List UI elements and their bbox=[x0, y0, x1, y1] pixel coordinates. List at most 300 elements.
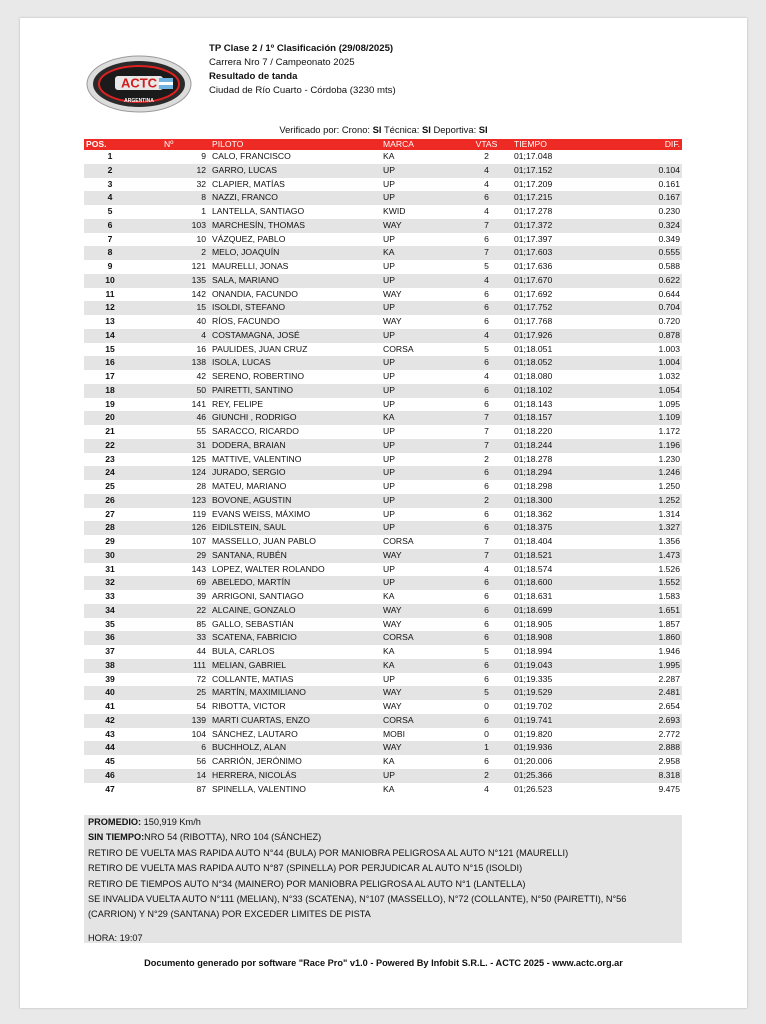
cell-tiempo: 01;19.043 bbox=[514, 659, 553, 670]
cell-num: 4 bbox=[201, 329, 206, 340]
cell-marca: UP bbox=[383, 371, 395, 381]
sin-tiempo-label: SIN TIEMPO: bbox=[88, 832, 145, 843]
cell-vtas: 7 bbox=[484, 426, 489, 436]
cell-dif: 1.252 bbox=[658, 494, 680, 505]
cell-piloto: CALO, FRANCISCO bbox=[212, 151, 291, 161]
cell-pos: 15 bbox=[105, 343, 115, 354]
cell-dif: 2.958 bbox=[658, 756, 680, 766]
cell-piloto: GALLO, SEBASTIÁN bbox=[212, 618, 294, 629]
cell-piloto: RIBOTTA, VICTOR bbox=[212, 701, 286, 711]
cell-dif: 1.552 bbox=[658, 577, 680, 588]
cell-piloto: MAURELLI, JONAS bbox=[212, 261, 289, 271]
cell-dif: 1.995 bbox=[658, 659, 680, 670]
cell-marca: UP bbox=[383, 522, 395, 533]
cell-pos: 27 bbox=[105, 508, 115, 519]
cell-pos: 1 bbox=[107, 151, 113, 161]
cell-vtas: 7 bbox=[484, 439, 489, 450]
table-row bbox=[84, 604, 682, 618]
cell-marca: KA bbox=[383, 659, 395, 670]
cell-num: 126 bbox=[191, 522, 206, 533]
table-row bbox=[84, 714, 682, 728]
cell-dif: 0.720 bbox=[658, 316, 680, 326]
cell-num: 9 bbox=[201, 151, 206, 161]
table-row bbox=[84, 356, 682, 370]
cell-vtas: 6 bbox=[484, 577, 489, 588]
cell-marca: UP bbox=[383, 178, 395, 189]
cell-vtas: 4 bbox=[484, 329, 489, 340]
cell-num: 29 bbox=[196, 549, 206, 560]
cell-dif: 1.946 bbox=[658, 646, 680, 656]
table-row bbox=[84, 494, 682, 508]
cell-piloto: SALA, MARIANO bbox=[212, 274, 279, 285]
cell-piloto: MARCHESÍN, THOMAS bbox=[212, 219, 305, 230]
cell-dif: 1.172 bbox=[658, 426, 680, 436]
cell-tiempo: 01;18.362 bbox=[514, 508, 553, 519]
cell-pos: 44 bbox=[105, 742, 115, 753]
cell-dif: 1.314 bbox=[658, 508, 680, 519]
cell-vtas: 6 bbox=[484, 467, 489, 478]
cell-vtas: 5 bbox=[484, 261, 489, 271]
col-dif-header: DIF. bbox=[664, 139, 680, 149]
logo-caption: ARGENTINA bbox=[124, 98, 154, 104]
cell-pos: 9 bbox=[107, 261, 113, 271]
cell-dif: 1.356 bbox=[658, 536, 680, 546]
cell-vtas: 6 bbox=[484, 357, 489, 368]
cell-marca: CORSA bbox=[383, 343, 414, 354]
cell-tiempo: 01;26.523 bbox=[514, 783, 553, 794]
cell-vtas: 4 bbox=[484, 783, 489, 794]
cell-marca: KWID bbox=[383, 206, 406, 216]
cell-marca: UP bbox=[383, 563, 395, 574]
cell-piloto: JURADO, SERGIO bbox=[212, 467, 286, 478]
table-row bbox=[84, 315, 682, 329]
cell-tiempo: 01;18.404 bbox=[514, 536, 553, 546]
cell-piloto: MASSELLO, JUAN PABLO bbox=[212, 536, 316, 546]
cell-piloto: ISOLDI, STEFANO bbox=[212, 302, 286, 313]
svg-text:ACTC: ACTC bbox=[120, 75, 158, 91]
cell-marca: CORSA bbox=[383, 714, 414, 725]
cell-vtas: 2 bbox=[484, 151, 489, 161]
cell-pos: 26 bbox=[105, 494, 115, 505]
cell-piloto: CARRIÓN, JERÓNIMO bbox=[212, 756, 302, 766]
cell-pos: 41 bbox=[105, 701, 115, 711]
verif-prefix: Verificado por: Crono: bbox=[279, 124, 371, 135]
cell-num: 32 bbox=[196, 178, 206, 189]
cell-piloto: ARRIGONI, SANTIAGO bbox=[212, 591, 304, 601]
cell-tiempo: 01;18.521 bbox=[514, 549, 553, 560]
cell-tiempo: 01;18.052 bbox=[514, 357, 553, 368]
cell-num: 8 bbox=[201, 192, 206, 203]
sin-tiempo-value: NRO 54 (RIBOTTA), NRO 104 (SÁNCHEZ) bbox=[144, 832, 322, 843]
cell-marca: WAY bbox=[383, 742, 402, 753]
table-row bbox=[84, 686, 682, 700]
cell-dif: 0.324 bbox=[658, 219, 680, 230]
table-row bbox=[84, 233, 682, 247]
cell-pos: 18 bbox=[105, 384, 115, 395]
results-table bbox=[84, 139, 682, 796]
cell-tiempo: 01;17.636 bbox=[514, 261, 553, 271]
cell-dif: 0.349 bbox=[658, 233, 680, 244]
cell-tiempo: 01;18.244 bbox=[514, 439, 553, 450]
cell-pos: 6 bbox=[107, 219, 113, 230]
cell-pos: 12 bbox=[105, 302, 115, 313]
cell-tiempo: 01;17.397 bbox=[514, 233, 553, 244]
cell-vtas: 6 bbox=[484, 481, 489, 491]
cell-vtas: 6 bbox=[484, 384, 489, 395]
cell-tiempo: 01;17.215 bbox=[514, 192, 553, 203]
cell-num: 123 bbox=[191, 494, 206, 505]
cell-vtas: 7 bbox=[484, 549, 489, 560]
cell-marca: WAY bbox=[383, 687, 402, 698]
table-row bbox=[84, 741, 682, 755]
cell-pos: 36 bbox=[105, 632, 115, 643]
promedio-value: 150,919 Km/h bbox=[141, 817, 201, 827]
cell-tiempo: 01;18.278 bbox=[514, 453, 553, 464]
cell-pos: 37 bbox=[105, 646, 115, 656]
table-header bbox=[84, 139, 682, 150]
cell-dif: 1.250 bbox=[658, 481, 680, 491]
cell-piloto: MATTIVE, VALENTINO bbox=[212, 453, 302, 464]
cell-marca: UP bbox=[383, 233, 395, 244]
table-row bbox=[84, 590, 682, 604]
cell-pos: 10 bbox=[105, 274, 115, 285]
cell-dif: 1.526 bbox=[658, 563, 680, 574]
document-header bbox=[209, 42, 396, 98]
cell-piloto: GIUNCHI , RODRIGO bbox=[212, 412, 297, 423]
cell-tiempo: 01;18.905 bbox=[514, 618, 553, 629]
cell-dif: 8.318 bbox=[658, 769, 680, 780]
cell-tiempo: 01;18.157 bbox=[514, 412, 553, 423]
table-body bbox=[84, 150, 682, 796]
cell-tiempo: 01;18.294 bbox=[514, 467, 553, 478]
cell-vtas: 6 bbox=[484, 508, 489, 519]
cell-vtas: 6 bbox=[484, 591, 489, 601]
table-row bbox=[84, 343, 682, 357]
cell-marca: UP bbox=[383, 357, 395, 368]
cell-tiempo: 01;19.936 bbox=[514, 742, 553, 753]
cell-dif bbox=[602, 150, 680, 164]
cell-marca: WAY bbox=[383, 316, 402, 326]
cell-marca: UP bbox=[383, 302, 395, 313]
cell-tiempo: 01;17.768 bbox=[514, 316, 553, 326]
cell-pos: 21 bbox=[105, 426, 115, 436]
cell-vtas: 6 bbox=[484, 398, 489, 409]
note-line: RETIRO DE TIEMPOS AUTO N°34 (MAINERO) POR MANIOBRA PELIGROSA AL AUTO N°1 (LANTELLA) bbox=[88, 878, 526, 889]
cell-vtas: 4 bbox=[484, 206, 489, 216]
cell-marca: UP bbox=[383, 384, 395, 395]
cell-vtas: 7 bbox=[484, 536, 489, 546]
cell-piloto: BULA, CARLOS bbox=[212, 646, 275, 656]
cell-marca: UP bbox=[383, 439, 395, 450]
cell-num: 1 bbox=[201, 206, 206, 216]
table-row bbox=[84, 453, 682, 467]
table-row bbox=[84, 439, 682, 453]
cell-piloto: DODERA, BRAIAN bbox=[212, 439, 286, 450]
header-title: TP Clase 2 / 1º Clasificación (29/08/2025) bbox=[209, 43, 394, 54]
cell-tiempo: 01;17.692 bbox=[514, 288, 553, 299]
cell-pos: 40 bbox=[105, 687, 115, 698]
cell-dif: 1.651 bbox=[658, 604, 680, 615]
cell-piloto: EVANS WEISS, MÁXIMO bbox=[212, 508, 311, 519]
cell-piloto: SÁNCHEZ, LAUTARO bbox=[212, 728, 298, 739]
promedio-label: PROMEDIO: bbox=[88, 817, 142, 827]
cell-num: 50 bbox=[196, 384, 206, 395]
promedio-line bbox=[88, 815, 678, 830]
cell-tiempo: 01;17.209 bbox=[514, 178, 553, 189]
verif-deportiva: SI bbox=[478, 124, 488, 135]
verif-tecnica: SI bbox=[421, 124, 431, 135]
cell-num: 119 bbox=[192, 508, 206, 519]
cell-num: 55 bbox=[196, 426, 206, 436]
cell-pos: 45 bbox=[105, 756, 115, 766]
cell-dif: 2.772 bbox=[658, 728, 680, 739]
cell-dif: 1.583 bbox=[658, 591, 680, 601]
cell-piloto: SERENO, ROBERTINO bbox=[212, 371, 305, 381]
cell-tiempo: 01;19.741 bbox=[514, 714, 553, 725]
cell-num: 125 bbox=[191, 453, 206, 464]
actc-logo bbox=[85, 54, 193, 114]
cell-tiempo: 01;19.820 bbox=[514, 728, 553, 739]
cell-marca: UP bbox=[383, 398, 395, 409]
cell-dif: 2.654 bbox=[658, 701, 680, 711]
cell-dif: 1.473 bbox=[658, 549, 680, 560]
cell-marca: MOBI bbox=[383, 728, 405, 739]
cell-pos: 39 bbox=[105, 673, 115, 684]
col-pos-header: POS. bbox=[86, 139, 107, 149]
cell-marca: WAY bbox=[383, 604, 402, 615]
cell-vtas: 6 bbox=[484, 192, 489, 203]
cell-tiempo: 01;18.600 bbox=[514, 577, 553, 588]
cell-vtas: 6 bbox=[484, 233, 489, 244]
cell-marca: UP bbox=[383, 192, 395, 203]
cell-pos: 13 bbox=[105, 316, 115, 326]
cell-vtas: 2 bbox=[484, 453, 489, 464]
cell-marca: KA bbox=[383, 646, 395, 656]
cell-vtas: 6 bbox=[484, 756, 489, 766]
cell-vtas: 5 bbox=[484, 343, 489, 354]
cell-vtas: 7 bbox=[484, 412, 489, 423]
verif-crono: SI bbox=[372, 124, 382, 135]
cell-num: 72 bbox=[196, 673, 206, 684]
document-footer: Documento generado por software "Race Pro" v1.0 - Powered By Infobit S.R.L. - ACTC 2025 - www.actc.org.ar bbox=[144, 958, 623, 968]
cell-num: 39 bbox=[196, 591, 206, 601]
cell-tiempo: 01;17.152 bbox=[514, 164, 553, 175]
cell-vtas: 6 bbox=[484, 632, 489, 643]
table-row bbox=[84, 659, 682, 673]
verification-line bbox=[20, 124, 747, 135]
cell-tiempo: 01;18.220 bbox=[514, 426, 553, 436]
cell-piloto: ALCAINE, GONZALO bbox=[212, 604, 296, 615]
cell-tiempo: 01;18.143 bbox=[514, 398, 553, 409]
cell-piloto: PAIRETTI, SANTINO bbox=[212, 384, 294, 395]
cell-dif: 1.095 bbox=[658, 398, 680, 409]
cell-num: 104 bbox=[191, 728, 206, 739]
table-row bbox=[84, 260, 682, 274]
verif-deportiva-label: Deportiva: bbox=[433, 124, 477, 135]
col-marca-header: MARCA bbox=[383, 139, 415, 149]
col-piloto-header: PILOTO bbox=[212, 139, 244, 149]
cell-num: 14 bbox=[196, 769, 206, 780]
cell-num: 25 bbox=[196, 687, 206, 698]
cell-num: 139 bbox=[191, 714, 206, 725]
table-row bbox=[84, 329, 682, 343]
cell-num: 2 bbox=[201, 247, 206, 258]
cell-piloto: VÁZQUEZ, PABLO bbox=[212, 233, 286, 244]
table-row bbox=[84, 411, 682, 425]
cell-pos: 14 bbox=[105, 329, 115, 340]
cell-pos: 43 bbox=[105, 728, 115, 739]
cell-marca: UP bbox=[383, 769, 395, 780]
col-tiempo-header: TIEMPO bbox=[514, 139, 547, 149]
cell-num: 135 bbox=[191, 274, 206, 285]
cell-vtas: 0 bbox=[484, 701, 489, 711]
cell-marca: UP bbox=[383, 508, 395, 519]
table-row bbox=[84, 466, 682, 480]
cell-tiempo: 01;19.702 bbox=[514, 701, 553, 711]
cell-tiempo: 01;18.375 bbox=[514, 522, 553, 533]
cell-marca: KA bbox=[383, 783, 395, 794]
cell-pos: 2 bbox=[107, 164, 113, 175]
cell-pos: 31 bbox=[105, 563, 115, 574]
cell-vtas: 6 bbox=[484, 316, 489, 326]
table-row bbox=[84, 191, 682, 205]
table-row bbox=[84, 549, 682, 563]
cell-vtas: 6 bbox=[484, 618, 489, 629]
cell-dif: 1.003 bbox=[658, 343, 680, 354]
cell-vtas: 6 bbox=[484, 604, 489, 615]
cell-pos: 17 bbox=[105, 371, 115, 381]
cell-num: 69 bbox=[196, 577, 206, 588]
cell-vtas: 4 bbox=[484, 563, 489, 574]
cell-num: 44 bbox=[196, 646, 206, 656]
table-row bbox=[84, 150, 682, 164]
cell-pos: 11 bbox=[105, 288, 115, 299]
table-row bbox=[84, 645, 682, 659]
cell-vtas: 6 bbox=[484, 714, 489, 725]
cell-dif: 0.622 bbox=[658, 274, 680, 285]
cell-piloto: LANTELLA, SANTIAGO bbox=[212, 206, 305, 216]
cell-tiempo: 01;18.574 bbox=[514, 563, 553, 574]
cell-num: 16 bbox=[196, 343, 206, 354]
cell-vtas: 4 bbox=[484, 164, 489, 175]
table-row bbox=[84, 288, 682, 302]
cell-num: 138 bbox=[191, 357, 206, 368]
cell-vtas: 6 bbox=[484, 302, 489, 313]
cell-tiempo: 01;17.603 bbox=[514, 247, 553, 258]
cell-dif: 0.878 bbox=[658, 329, 680, 340]
cell-num: 12 bbox=[196, 164, 206, 175]
cell-num: 46 bbox=[196, 412, 206, 423]
cell-piloto: LOPEZ, WALTER ROLANDO bbox=[212, 563, 325, 574]
cell-marca: KA bbox=[383, 591, 395, 601]
note-line: (CARRION) Y N°29 (SANTANA) POR EXCEDER LIMITES DE PISTA bbox=[88, 909, 371, 920]
cell-piloto: BOVONE, AGUSTIN bbox=[212, 494, 292, 505]
table-row bbox=[84, 700, 682, 714]
cell-piloto: EIDILSTEIN, SAUL bbox=[212, 522, 287, 533]
cell-dif: 0.104 bbox=[658, 164, 680, 175]
cell-num: 141 bbox=[191, 398, 206, 409]
cell-tiempo: 01;17.278 bbox=[514, 206, 553, 216]
cell-piloto: MARTÍN, MAXIMILIANO bbox=[212, 687, 306, 698]
cell-tiempo: 01;18.631 bbox=[514, 591, 553, 601]
cell-vtas: 7 bbox=[484, 247, 489, 258]
cell-marca: WAY bbox=[383, 618, 402, 629]
cell-num: 42 bbox=[196, 371, 206, 381]
cell-dif: 9.475 bbox=[658, 783, 680, 794]
table-row bbox=[84, 164, 682, 178]
cell-vtas: 6 bbox=[484, 522, 489, 533]
cell-piloto: ONANDIA, FACUNDO bbox=[212, 288, 298, 299]
table-row bbox=[84, 769, 682, 783]
cell-marca: UP bbox=[383, 453, 395, 464]
cell-marca: UP bbox=[383, 673, 395, 684]
cell-pos: 35 bbox=[105, 618, 115, 629]
cell-piloto: BUCHHOLZ, ALAN bbox=[212, 742, 287, 753]
cell-num: 85 bbox=[196, 618, 206, 629]
cell-pos: 34 bbox=[105, 604, 115, 615]
cell-dif: 0.644 bbox=[658, 288, 680, 299]
cell-num: 142 bbox=[191, 288, 206, 299]
col-vtas-header: VTAS bbox=[475, 139, 498, 149]
cell-num: 111 bbox=[192, 659, 206, 670]
table-row bbox=[84, 576, 682, 590]
cell-pos: 23 bbox=[105, 453, 115, 464]
cell-pos: 24 bbox=[105, 467, 115, 478]
table-row bbox=[84, 673, 682, 687]
cell-vtas: 1 bbox=[484, 742, 489, 753]
verif-tecnica-label: Técnica: bbox=[383, 124, 420, 135]
cell-marca: UP bbox=[383, 494, 395, 505]
table-row bbox=[84, 274, 682, 288]
cell-vtas: 7 bbox=[484, 219, 489, 230]
cell-num: 10 bbox=[196, 233, 206, 244]
cell-vtas: 2 bbox=[484, 769, 489, 780]
cell-pos: 8 bbox=[107, 247, 113, 258]
cell-dif: 1.857 bbox=[658, 618, 680, 629]
cell-marca: KA bbox=[383, 756, 395, 766]
cell-tiempo: 01;19.335 bbox=[514, 673, 553, 684]
cell-piloto: RÍOS, FACUNDO bbox=[212, 316, 280, 326]
cell-piloto: HERRERA, NICOLÁS bbox=[212, 769, 297, 780]
cell-num: 31 bbox=[196, 439, 206, 450]
table-row bbox=[84, 370, 682, 384]
cell-pos: 19 bbox=[105, 398, 115, 409]
cell-piloto: MELIAN, GABRIEL bbox=[212, 659, 287, 670]
cell-piloto: COSTAMAGNA, JOSÉ bbox=[212, 329, 300, 340]
cell-dif: 0.588 bbox=[658, 261, 680, 271]
cell-num: 28 bbox=[196, 481, 206, 491]
cell-piloto: PAULIDES, JUAN CRUZ bbox=[212, 343, 308, 354]
cell-num: 124 bbox=[191, 467, 206, 478]
cell-dif: 1.054 bbox=[658, 384, 680, 395]
cell-pos: 4 bbox=[107, 192, 113, 203]
cell-piloto: SCATENA, FABRICIO bbox=[212, 632, 297, 643]
cell-piloto: SARACCO, RICARDO bbox=[212, 426, 299, 436]
cell-num: 143 bbox=[191, 563, 206, 574]
cell-dif: 1.109 bbox=[658, 412, 680, 423]
hora-line: HORA: 19:07 bbox=[88, 932, 143, 943]
cell-vtas: 6 bbox=[484, 659, 489, 670]
table-row bbox=[84, 631, 682, 645]
cell-tiempo: 01;17.670 bbox=[514, 274, 553, 285]
cell-pos: 38 bbox=[105, 659, 115, 670]
cell-piloto: GARRO, LUCAS bbox=[212, 164, 277, 175]
cell-vtas: 6 bbox=[484, 673, 489, 684]
header-section: Resultado de tanda bbox=[209, 71, 298, 82]
note-line: SE INVALIDA VUELTA AUTO N°111 (MELIAN), N°33 (SCATENA), N°107 (MASSELLO), N°72 (COLLANTE), N°50 (PAIRETTI), N°56 bbox=[88, 894, 627, 905]
table-row bbox=[84, 480, 682, 494]
note-line: RETIRO DE VUELTA MAS RAPIDA AUTO N°87 (SPINELLA) POR PERJUDICAR AL AUTO N°15 (ISOLDI) bbox=[88, 863, 523, 874]
